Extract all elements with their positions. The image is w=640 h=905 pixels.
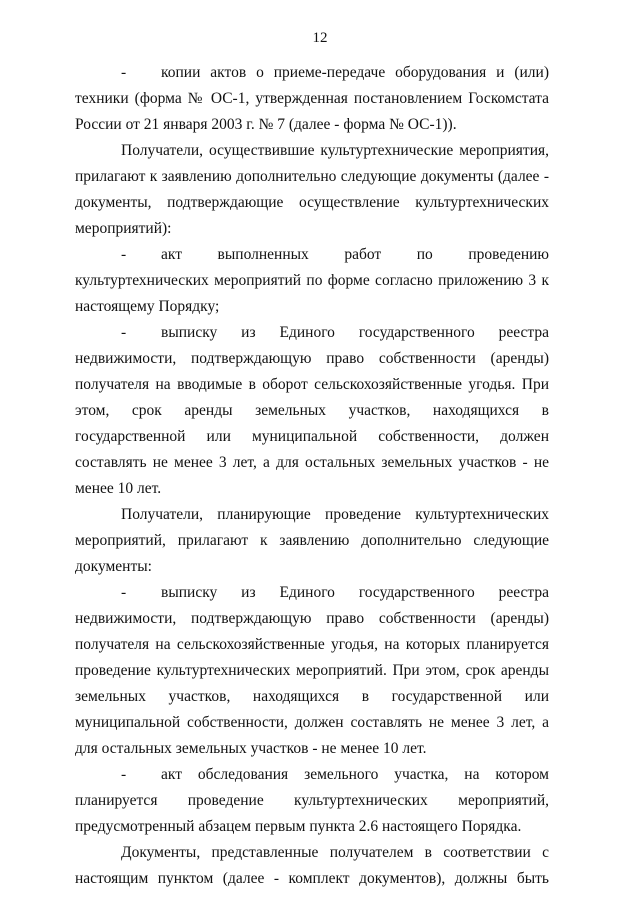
- list-item-text: копии актов о приеме-передаче оборудования и (или) техники (форма № ОС-1, утвержденная постановлением Госкомстата России от 21 января 2003 г. № 7 (далее - форма № ОС-1)).: [75, 64, 549, 133]
- list-item: [75, 60, 549, 138]
- list-dash: -: [121, 324, 127, 341]
- list-item-text: выписку из Единого государственного реестра недвижимости, подтверждающую право собственности (аренды) получателя на вводимые в оборот сельскохозяйственные угодья. При этом, срок аренды земельных участков, находящихся в государственной или муниципальной собственности, должен составлять не менее 3 лет, а для остальных земельных участков - не менее 10 лет.: [75, 324, 549, 497]
- list-item-text: выписку из Единого государственного реестра недвижимости, подтверждающую право собственности (аренды) получателя на сельскохозяйственные угодья, на которых планируется проведение культуртехнических мероприятий. При этом, срок аренды земельных участков, находящихся в государственной или муниципальной собственности, должен составлять не менее 3 лет, а для остальных земельных участков - не менее 10 лет.: [75, 584, 549, 757]
- paragraph: Документы, представленные получателем в соответствии с настоящим пунктом (далее - комплект документов), должны быть: [75, 844, 549, 887]
- list-dash: -: [121, 766, 127, 783]
- paragraph: Получатели, осуществившие культуртехнические мероприятия, прилагают к заявлению дополнительно следующие документы (далее - документы, подтверждающие осуществление культуртехнических мероприятий):: [75, 142, 549, 237]
- list-dash: -: [121, 246, 127, 263]
- list-item-text: акт выполненных работ по проведению культуртехнических мероприятий по форме согласно приложению 3 к настоящему Порядку;: [75, 246, 549, 315]
- document-body: [75, 60, 549, 892]
- list-dash: -: [121, 64, 127, 81]
- list-item: [75, 580, 549, 762]
- list-item: [75, 242, 549, 320]
- list-item: [75, 762, 549, 840]
- list-dash: -: [121, 584, 127, 601]
- list-item-text: акт обследования земельного участка, на котором планируется проведение культуртехнических мероприятий, предусмотренный абзацем первым пункта 2.6 настоящего Порядка.: [75, 766, 549, 835]
- list-item: [75, 320, 549, 502]
- paragraph: Получатели, планирующие проведение культуртехнических мероприятий, прилагают к заявлению дополнительно следующие документы:: [75, 506, 549, 575]
- page-number: 12: [312, 30, 328, 46]
